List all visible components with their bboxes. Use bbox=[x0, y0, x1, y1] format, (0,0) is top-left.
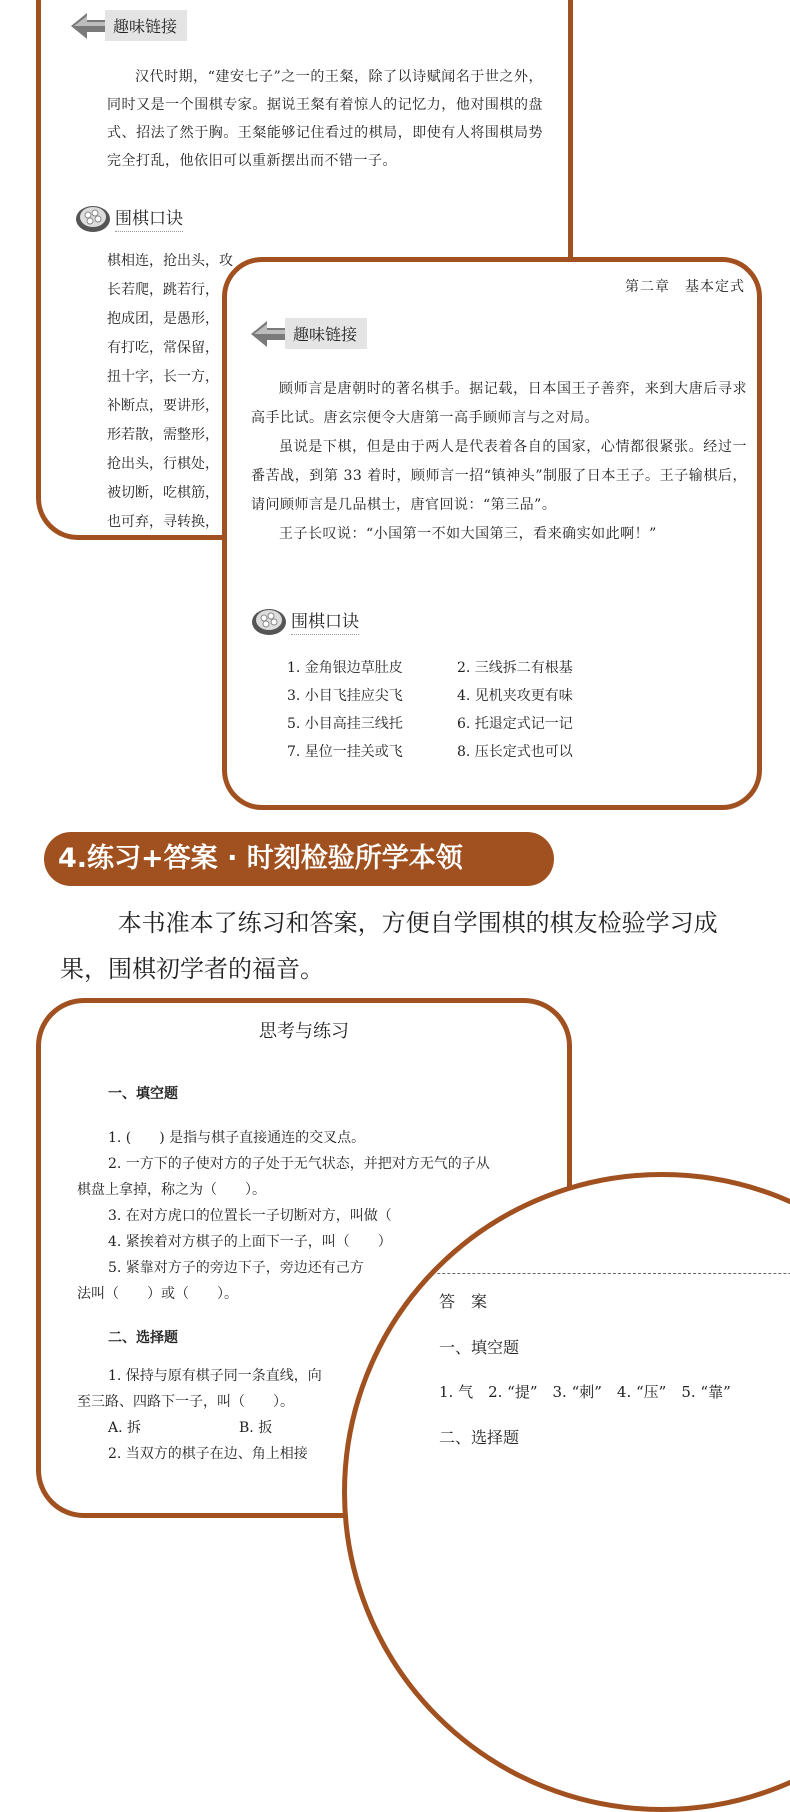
rhyme-item: 8. 压长定式也可以 bbox=[457, 744, 573, 760]
rhyme-line: 抢出头，行棋处， bbox=[107, 456, 219, 472]
rhyme-line: 抱成团，是愚形， bbox=[107, 311, 219, 327]
exercise-question-cont: 棋盘上拿掉，称之为（ ）。 bbox=[77, 1182, 266, 1198]
rhyme-line: 形若散，需整形， bbox=[107, 427, 219, 443]
rhyme-line: 补断点，要讲形， bbox=[107, 398, 219, 414]
exercise-section-heading: 二、选择题 bbox=[108, 1330, 178, 1346]
rhyme-grid bbox=[287, 658, 627, 762]
rhyme-header bbox=[75, 203, 183, 233]
rhyme-header bbox=[251, 606, 359, 636]
rhyme-item: 4. 见机夹攻更有味 bbox=[457, 688, 573, 704]
fun-link-label: 趣味链接 bbox=[285, 318, 367, 349]
fun-link-header bbox=[251, 318, 367, 349]
go-bowl-icon bbox=[251, 606, 287, 636]
rhyme-label: 围棋口诀 bbox=[291, 607, 359, 635]
rhyme-label: 围棋口诀 bbox=[115, 204, 183, 232]
answer-line: 1. 气 2. “提” 3. “刺” 4. “压” 5. “靠” bbox=[439, 1383, 731, 1401]
paragraph-text: 虽说是下棋，但是由于两人是代表着各自的国家，心情都很紧张。经过一番苦战，到第 33 着时，顾师言一招“镇神头”制服了日本王子。王子输棋后，请问顾师言是几品棋士，唐官回说：“第三品”。 bbox=[251, 439, 747, 513]
rhyme-line: 有打吃，常保留， bbox=[107, 340, 219, 356]
answer-section-heading: 二、选择题 bbox=[439, 1428, 520, 1447]
chapter-header: 第二章 基本定式 bbox=[625, 279, 745, 295]
exercise-question: 1. ( ) 是指与棋子直接通连的交叉点。 bbox=[108, 1130, 366, 1146]
rhyme-list bbox=[107, 247, 233, 537]
exercise-section-heading: 一、填空题 bbox=[108, 1086, 178, 1102]
fun-link-header bbox=[71, 10, 187, 41]
exercise-question-cont: 法叫（ ）或（ ）。 bbox=[77, 1286, 238, 1302]
rhyme-line: 棋相连，抢出头，攻 bbox=[107, 253, 233, 269]
rhyme-item: 7. 星位一挂关或飞 bbox=[287, 744, 403, 760]
paragraph-text: 汉代时期，“建安七子”之一的王粲，除了以诗赋闻名于世之外，同时又是一个围棋专家。据说王粲有着惊人的记忆力，他对围棋的盘式、招法了然于胸。王粲能够记住看过的棋局，即使有人将围棋局势完全打乱，他依旧可以重新摆出而不错一子。 bbox=[107, 69, 543, 169]
fun-link-paragraph bbox=[107, 63, 543, 175]
fun-link-label: 趣味链接 bbox=[105, 10, 187, 41]
rhyme-item: 1. 金角银边草肚皮 bbox=[287, 660, 403, 676]
book-page-card-2 bbox=[222, 257, 762, 810]
rhyme-line: 被切断，吃棋筋， bbox=[107, 485, 219, 501]
go-bowl-icon bbox=[75, 203, 111, 233]
rhyme-line: 也可弃，寻转换， bbox=[107, 514, 219, 530]
exercise-question: 3. 在对方虎口的位置长一子切断对方，叫做（ bbox=[108, 1208, 392, 1224]
rhyme-item: 2. 三线拆二有根基 bbox=[457, 660, 573, 676]
section-description: 本书准本了练习和答案，方便自学围棋的棋友检验学习成果，围棋初学者的福音。 bbox=[60, 909, 718, 983]
answer-title: 答 案 bbox=[439, 1292, 488, 1311]
paragraph-text: 顾师言是唐朝时的著名棋手。据记载，日本国王子善弈，来到大唐后寻求高手比试。唐玄宗便令大唐第一高手顾师言与之对局。 bbox=[251, 381, 747, 426]
fun-link-paragraphs bbox=[251, 375, 747, 549]
section-banner: 4.练习+答案 · 时刻检验所学本领 bbox=[44, 832, 554, 886]
exercise-question-cont: 至三路、四路下一子，叫（ ）。 bbox=[77, 1394, 294, 1410]
rhyme-item: 6. 托退定式记一记 bbox=[457, 716, 573, 732]
exercise-question: 2. 当双方的棋子在边、角上相接 bbox=[108, 1446, 308, 1462]
paragraph-text: 王子长叹说：“小国第一不如大国第三，看来确实如此啊！” bbox=[279, 526, 657, 542]
exercise-question: 4. 紧挨着对方棋子的上面下一子，叫（ ） bbox=[108, 1234, 392, 1250]
rhyme-item: 5. 小目高挂三线托 bbox=[287, 716, 403, 732]
exercise-question: 5. 紧靠对方子的旁边下子，旁边还有己方 bbox=[108, 1260, 364, 1276]
answer-section-heading: 一、填空题 bbox=[439, 1338, 520, 1357]
exercise-question: 1. 保持与原有棋子同一条直线，向 bbox=[108, 1368, 322, 1384]
exercise-question: 2. 一方下的子使对方的子处于无气状态，并把对方无气的子从 bbox=[108, 1156, 490, 1172]
dashed-divider bbox=[347, 1273, 790, 1274]
rhyme-line: 扭十字，长一方， bbox=[107, 369, 219, 385]
exercise-option: A. 拆 bbox=[108, 1420, 142, 1436]
rhyme-item: 3. 小目飞挂应尖飞 bbox=[287, 688, 403, 704]
exercise-title: 思考与练习 bbox=[259, 1021, 349, 1042]
exercise-option: B. 扳 bbox=[239, 1420, 273, 1436]
rhyme-line: 长若爬，跳若行， bbox=[107, 282, 219, 298]
